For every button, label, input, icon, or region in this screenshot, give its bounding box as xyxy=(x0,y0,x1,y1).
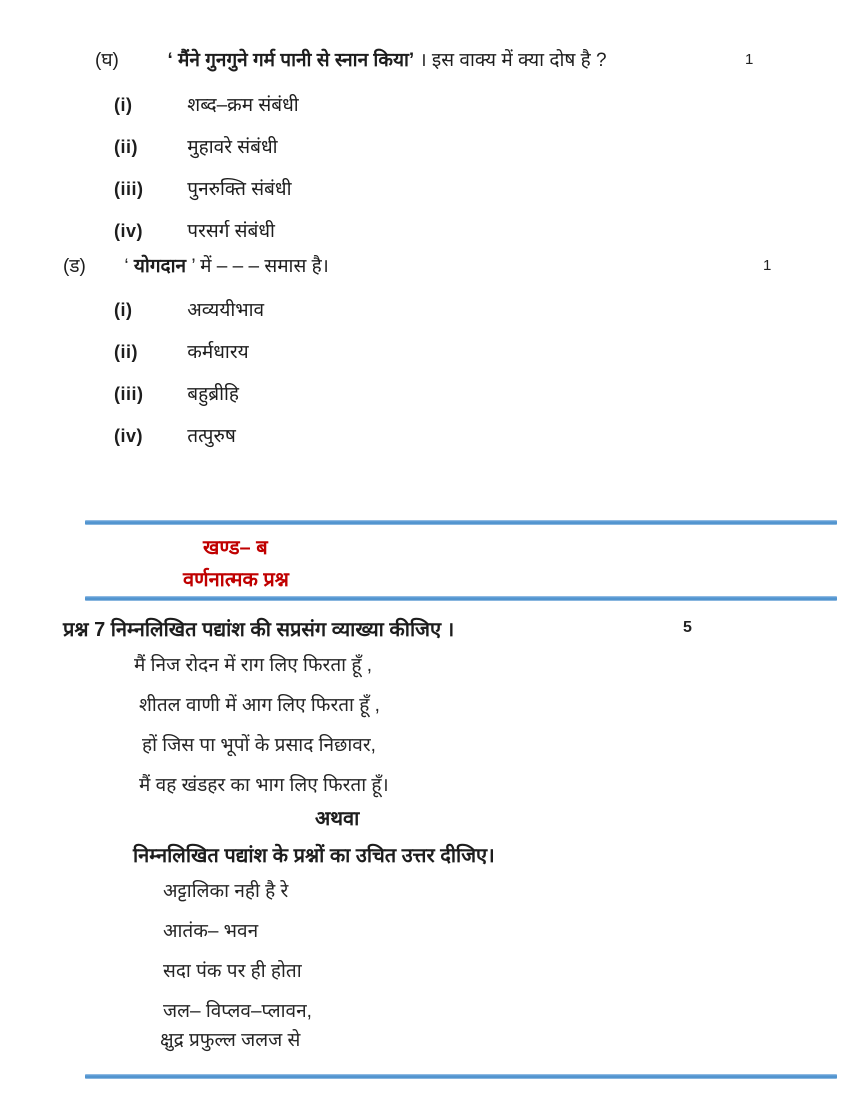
question-dda-keyword: योगदान xyxy=(133,256,187,277)
marks-question-gha: 1 xyxy=(745,51,754,68)
option-gha-ii xyxy=(114,134,278,161)
option-dda-iii xyxy=(114,381,239,408)
option-dda-i-num: (i) xyxy=(114,300,133,320)
option-gha-iii-text: पुनरुक्ति संबंधी xyxy=(187,179,292,200)
verse1-line4: मैं वह खंडहर का भाग लिए फिरता हूँ। xyxy=(139,775,389,796)
option-dda-ii-num: (ii) xyxy=(114,342,138,362)
option-gha-iii-num: (iii) xyxy=(114,179,144,199)
question-dda-question-text: ’ में – – – समास है। xyxy=(186,256,329,277)
verse2-line2: आतंक– भवन xyxy=(163,921,259,942)
option-gha-i-num: (i) xyxy=(114,95,133,115)
option-gha-iv xyxy=(114,218,275,245)
option-gha-iv-num: (iv) xyxy=(114,221,143,241)
question-gha-question-text: । इस वाक्य में क्या दोष है ? xyxy=(414,50,607,71)
option-dda-iv-text: तत्पुरुष xyxy=(187,426,236,447)
section-subtitle: वर्णनात्मक प्रश्न xyxy=(183,569,289,591)
option-gha-i-text: शब्द–क्रम संबंधी xyxy=(187,95,299,116)
option-dda-iii-text: बहुब्रीहि xyxy=(187,384,239,405)
section-divider-top-line xyxy=(85,520,837,525)
option-dda-iii-num: (iii) xyxy=(114,384,144,404)
option-gha-iii xyxy=(114,176,292,203)
question-gha-label: (घ) xyxy=(95,50,119,71)
option-dda-i-text: अव्ययीभाव xyxy=(187,300,265,321)
option-dda-iv xyxy=(114,423,236,450)
option-dda-ii-text: कर्मधारय xyxy=(187,342,249,363)
question-dda-open-quote: ‘ xyxy=(124,256,134,277)
option-dda-ii xyxy=(114,339,249,366)
option-gha-i xyxy=(114,92,299,119)
option-dda-i xyxy=(114,297,264,324)
marks-question7: 5 xyxy=(683,619,692,636)
verse1-line2: शीतल वाणी में आग लिए फिरता हूँ , xyxy=(139,695,380,716)
section-divider-bottom-line xyxy=(85,596,837,601)
or-label: अथवा xyxy=(315,808,360,830)
verse2-line1: अट्टालिका नही है रे xyxy=(163,881,289,902)
section-title: खण्ड– ब xyxy=(203,537,268,559)
question-gha-quoted-sentence: ‘ मैंने गुनगुने गर्म पानी से स्नान किया’ xyxy=(167,50,415,71)
option-gha-ii-text: मुहावरे संबंधी xyxy=(187,137,278,158)
verse1-line3: हों जिस पा भूपों के प्रसाद निछावर, xyxy=(142,735,376,756)
verse2-line5: क्षुद्र प्रफुल्ल जलज से xyxy=(160,1030,301,1051)
verse1-line1: मैं निज रोदन में राग लिए फिरता हूँ , xyxy=(134,655,373,676)
verse2-line3: सदा पंक पर ही होता xyxy=(163,961,302,982)
option-dda-iv-num: (iv) xyxy=(114,426,143,446)
option-gha-iv-text: परसर्ग संबंधी xyxy=(187,221,275,242)
marks-question-dda: 1 xyxy=(763,257,772,274)
question-dda xyxy=(63,254,329,280)
question-dda-label: (ड) xyxy=(63,256,86,277)
option-gha-ii-num: (ii) xyxy=(114,137,138,157)
question7-heading: प्रश्न 7 निम्नलिखित पद्यांश की सप्रसंग व्याख्या कीजिए । xyxy=(63,619,455,641)
question-gha xyxy=(95,48,607,74)
page-bottom-line xyxy=(85,1074,837,1079)
verse2-line4: जल– विप्लव–प्लावन, xyxy=(163,1001,312,1022)
question7-alt-heading: निम्नलिखित पद्यांश के प्रश्नों का उचित उत्तर दीजिए। xyxy=(133,845,495,867)
